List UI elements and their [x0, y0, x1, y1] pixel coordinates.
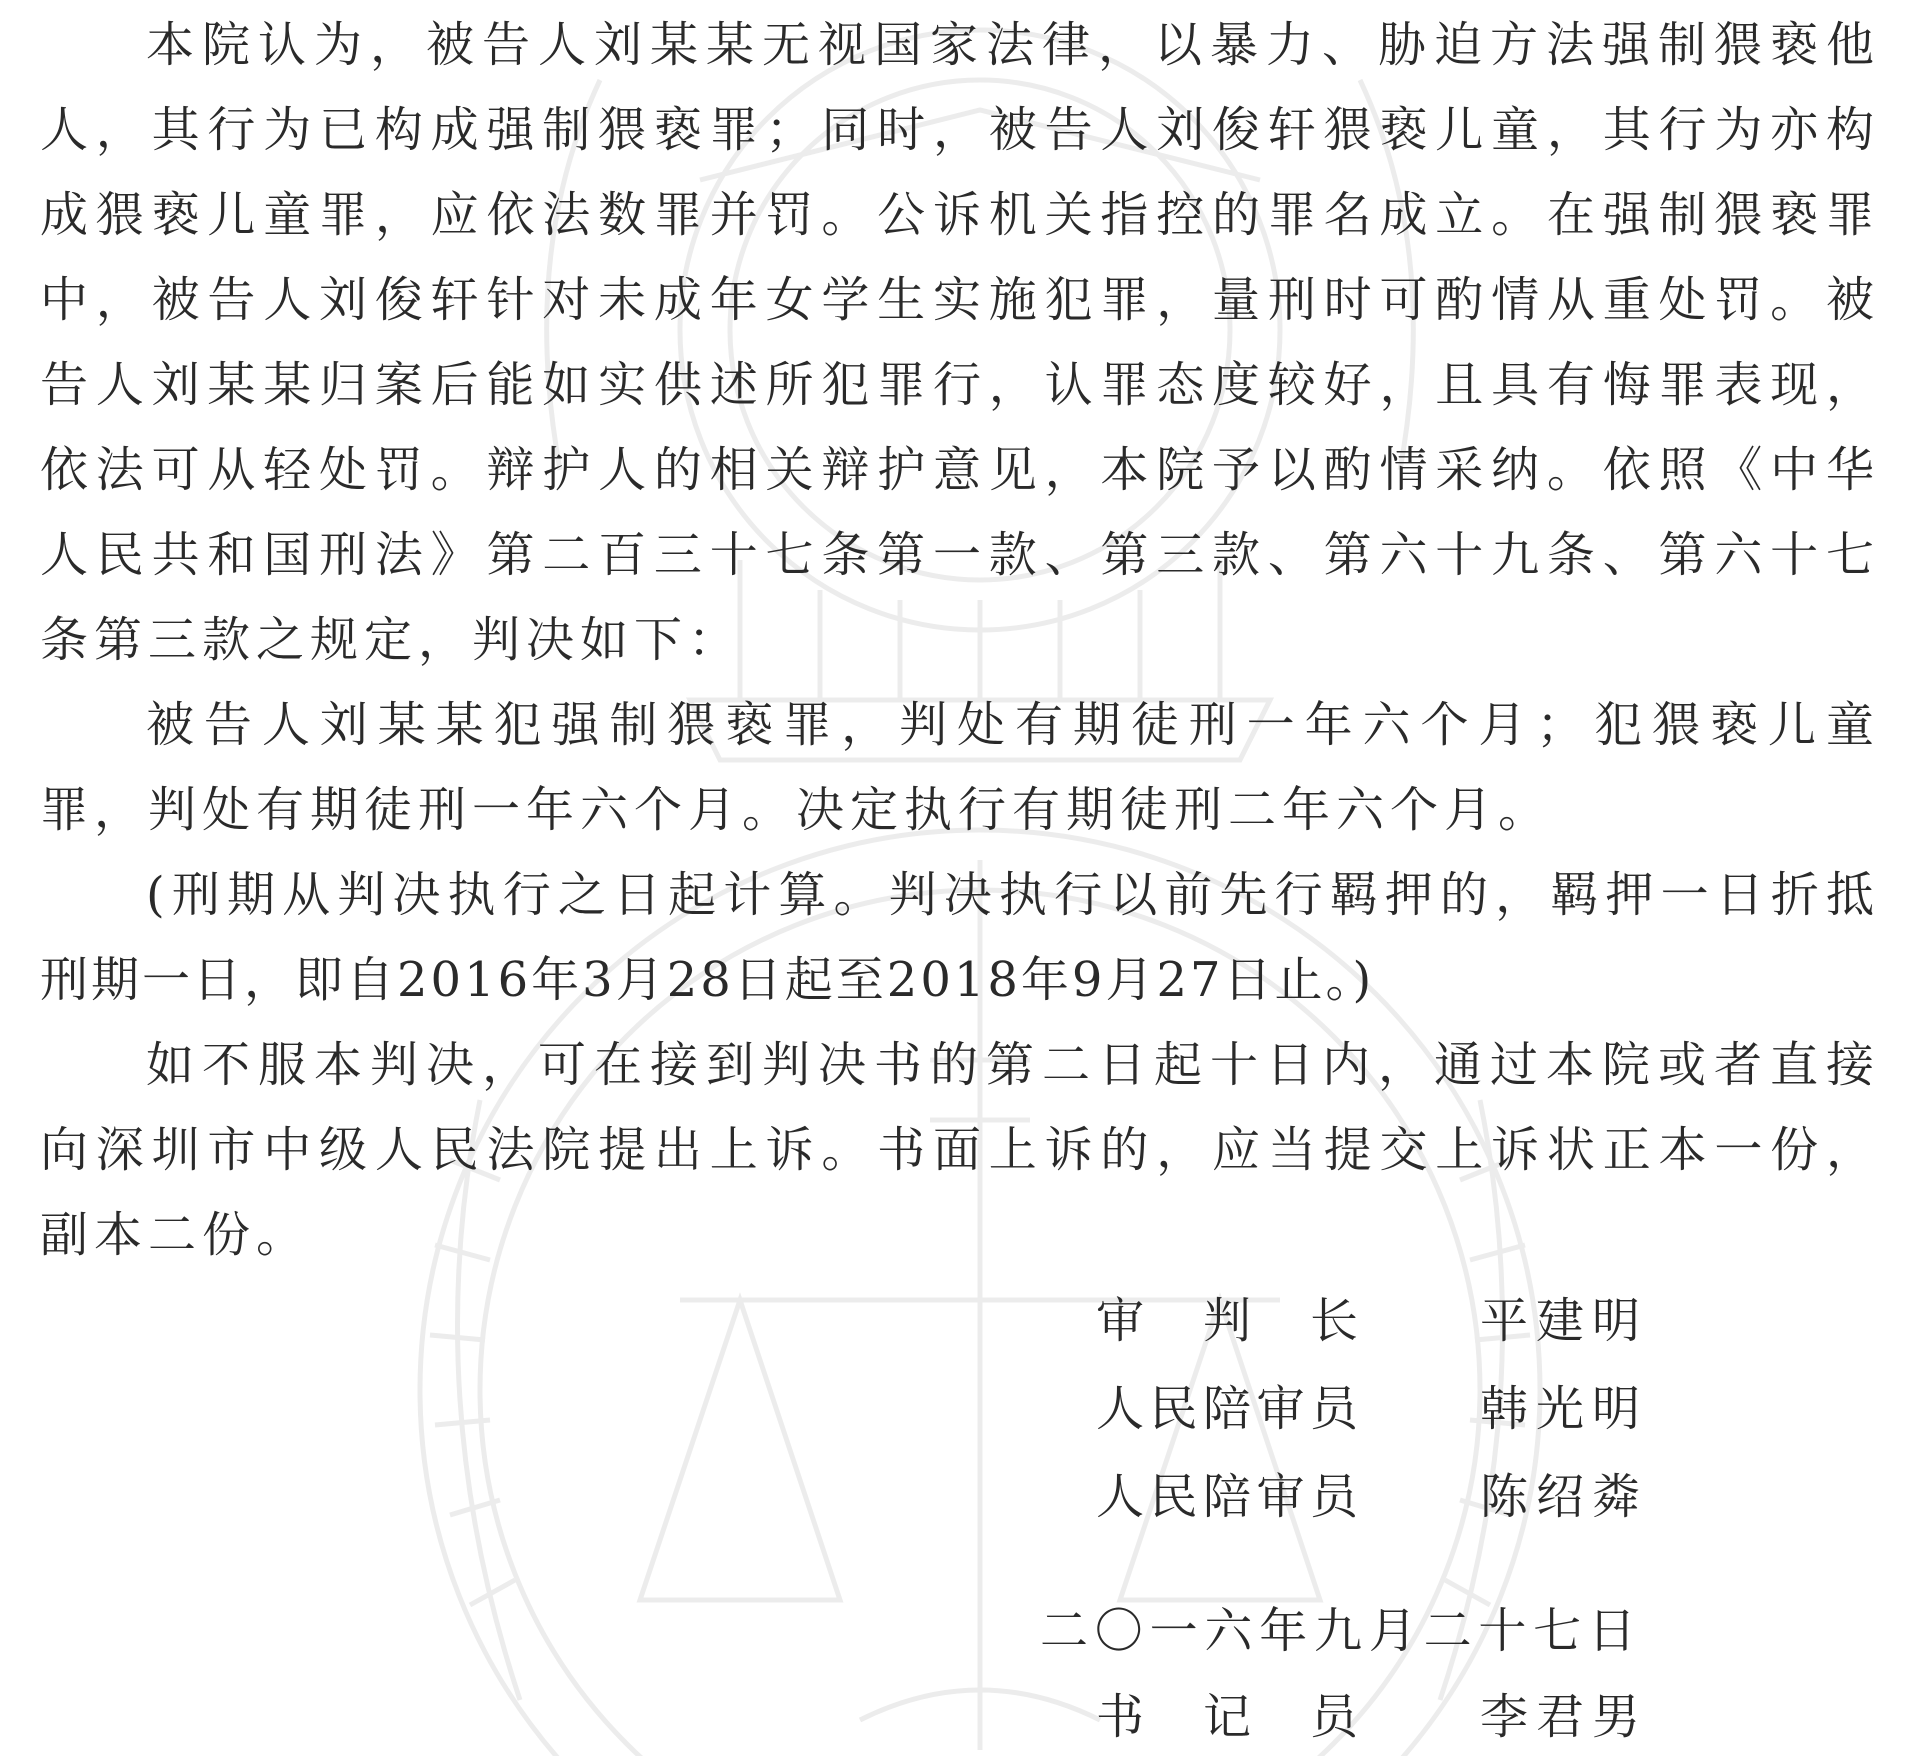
signature-role: 人民陪审员 — [1096, 1469, 1358, 1525]
paragraph-line: 本院认为，被告人刘某某无视国家法律，以暴力、胁迫方法强制猥亵他 — [146, 17, 1880, 73]
clerk-role: 书记员 — [1096, 1689, 1358, 1745]
paragraph-line: 被告人刘某某犯强制猥亵罪，判处有期徒刑一年六个月；犯猥亵儿童 — [146, 697, 1880, 753]
paragraph-line: 条第三款之规定，判决如下： — [40, 612, 743, 668]
signature-name: 陈绍粦 — [1480, 1469, 1640, 1525]
paragraph-line: 中，被告人刘俊轩针对未成年女学生实施犯罪，量刑时可酌情从重处罚。被 — [40, 272, 1880, 328]
paragraph-line: (刑期从判决执行之日起计算。判决执行以前先行羁押的，羁押一日折抵 — [146, 867, 1880, 923]
paragraph-line: 如不服本判决，可在接到判决书的第二日起十日内，通过本院或者直接 — [146, 1037, 1880, 1093]
signature-role: 审判长 — [1096, 1293, 1358, 1349]
paragraph-line: 人民共和国刑法》第二百三十七条第一款、第三款、第六十九条、第六十七 — [40, 527, 1880, 583]
paragraph-line: 依法可从轻处罚。辩护人的相关辩护意见，本院予以酌情采纳。依照《中华 — [40, 442, 1880, 498]
paragraph-line: 告人刘某某归案后能如实供述所犯罪行，认罪态度较好，且具有悔罪表现， — [40, 357, 1880, 413]
paragraph-line: 罪，判处有期徒刑一年六个月。决定执行有期徒刑二年六个月。 — [40, 782, 1553, 838]
judgment-date: 二〇一六年九月二十七日 — [1040, 1603, 1640, 1659]
paragraph-line: 成猥亵儿童罪，应依法数罪并罚。公诉机关指控的罪名成立。在强制猥亵罪 — [40, 187, 1880, 243]
signature-name: 韩光明 — [1480, 1381, 1640, 1437]
clerk-name: 李君男 — [1480, 1689, 1640, 1745]
paragraph-line: 向深圳市中级人民法院提出上诉。书面上诉的，应当提交上诉状正本一份， — [40, 1122, 1880, 1178]
signature-name: 平建明 — [1480, 1293, 1640, 1349]
paragraph-line: 刑期一日，即自2016年3月28日起至2018年9月27日止。) — [40, 952, 1375, 1008]
paragraph-line: 副本二份。 — [40, 1207, 311, 1263]
paragraph-line: 人，其行为已构成强制猥亵罪；同时，被告人刘俊轩猥亵儿童，其行为亦构 — [40, 102, 1880, 158]
signature-role: 人民陪审员 — [1096, 1381, 1358, 1437]
